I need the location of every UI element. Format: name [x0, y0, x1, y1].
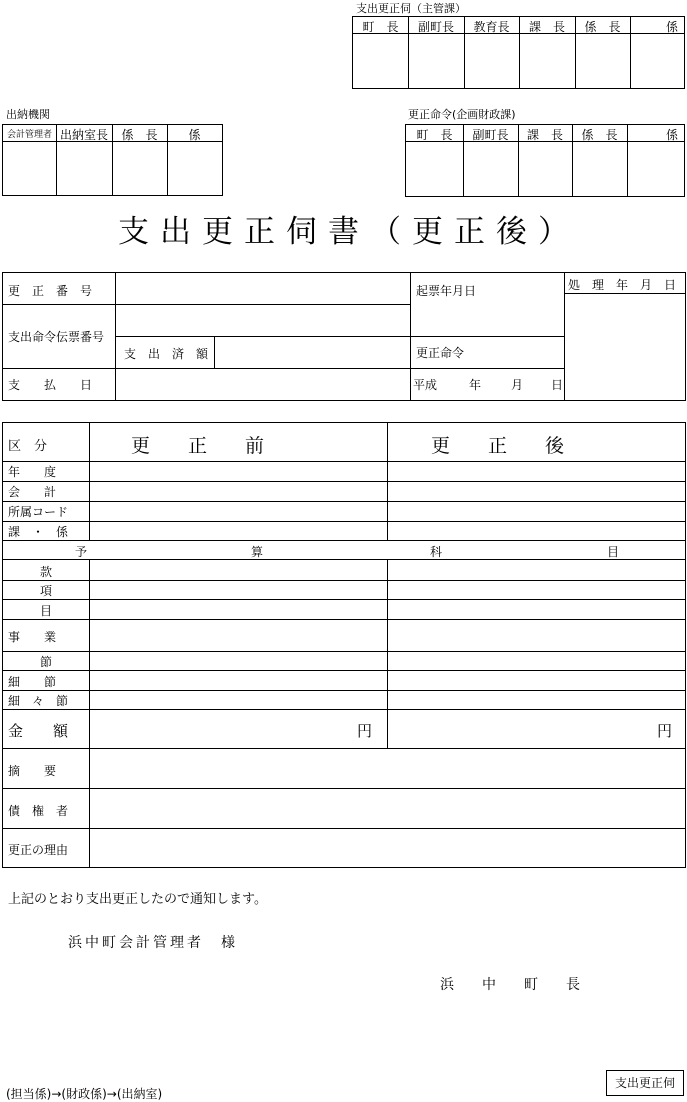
finance-approval-caption: 更正命令(企画財政課) [408, 108, 516, 121]
top-approval-caption: 支出更正伺（主管課） [356, 2, 466, 15]
kou-label: 項 [40, 584, 53, 598]
section-label: 課 ・ 係 [8, 525, 69, 539]
voucher-number-label: 支出命令伝票番号 [8, 330, 105, 344]
info-block [2, 272, 686, 401]
amount-after-yen: 円 [657, 722, 673, 740]
budget-subject-char-3: 科 [430, 545, 443, 559]
amount-before-yen: 円 [357, 722, 373, 740]
budget-subject-char-4: 目 [607, 545, 620, 559]
correction-table [2, 422, 686, 868]
summary-label: 摘 要 [8, 764, 57, 778]
cashier-approval-box [2, 124, 223, 196]
budget-subject-char-2: 算 [251, 545, 264, 559]
draft-date-label: 起票年月日 [416, 284, 477, 298]
notice-text: 上記のとおり支出更正したので通知します。 [8, 892, 267, 907]
creditor-label: 債 権 者 [8, 804, 69, 818]
order-day-label: 日 [551, 378, 564, 392]
sender-text: 浜 中 町 長 [440, 977, 580, 993]
order-year-label: 年 [469, 378, 482, 392]
budget-subject-char-1: 予 [75, 545, 88, 559]
dept-code-label: 所属コード [8, 505, 69, 519]
process-date-label: 処 理 年 月 日 [568, 278, 677, 292]
fiscal-year-label: 年 度 [8, 465, 57, 479]
saisetsu-label: 細 節 [8, 675, 57, 689]
page-title: 支出更正伺書（更正後） [118, 214, 580, 250]
finance-header-subsection-chief: 係 長 [581, 128, 618, 142]
reason-label: 更正の理由 [8, 843, 69, 857]
finance-approval-box [405, 124, 685, 197]
correction-number-label: 更 正 番 号 [8, 284, 93, 298]
top-header-deputy-mayor: 副町長 [417, 20, 454, 34]
top-header-mayor: 町 長 [362, 20, 399, 34]
cashier-header-cashier-chief: 出納室長 [59, 128, 108, 142]
finance-header-deputy-mayor: 副町長 [472, 128, 509, 142]
routing-text: (担当係)→(財政係)→(出納室) [6, 1087, 163, 1101]
addressee-text: 浜中町会計管理者 様 [68, 935, 238, 951]
top-header-subsection-chief: 係 長 [584, 20, 621, 34]
order-month-label: 月 [511, 378, 524, 392]
top-approval-box [352, 16, 685, 89]
payment-date-label: 支 払 日 [8, 378, 93, 392]
top-header-section-chief: 課 長 [528, 20, 565, 34]
cashier-header-accounting-manager: 会計管理者 [6, 130, 52, 140]
correction-order-label: 更正命令 [416, 346, 465, 360]
cashier-header-staff: 係 [188, 128, 201, 142]
top-header-superintendent: 教育長 [473, 20, 510, 34]
kan-label: 款 [40, 565, 53, 579]
finance-header-staff: 係 [665, 128, 678, 142]
moku-label: 目 [40, 604, 53, 618]
cashier-header-subsection-chief: 係 長 [121, 128, 158, 142]
cashier-approval-caption: 出納機関 [6, 108, 50, 121]
saisaisetsu-label: 細 々 節 [8, 694, 69, 708]
paid-amount-label: 支 出 済 額 [124, 347, 209, 361]
top-header-staff: 係 [665, 20, 678, 34]
order-era-label: 平成 [413, 378, 438, 392]
finance-header-section-chief: 課 長 [526, 128, 563, 142]
form-label-box: 支出更正伺 [606, 1070, 684, 1096]
setsu-label: 節 [40, 655, 53, 669]
before-header: 更 正 前 [131, 435, 265, 457]
amount-label: 金 額 [8, 722, 69, 740]
project-label: 事 業 [8, 630, 57, 644]
account-label: 会 計 [8, 485, 57, 499]
category-header: 区 分 [8, 439, 48, 454]
after-header: 更 正 後 [431, 435, 565, 457]
finance-header-mayor: 町 長 [416, 128, 453, 142]
